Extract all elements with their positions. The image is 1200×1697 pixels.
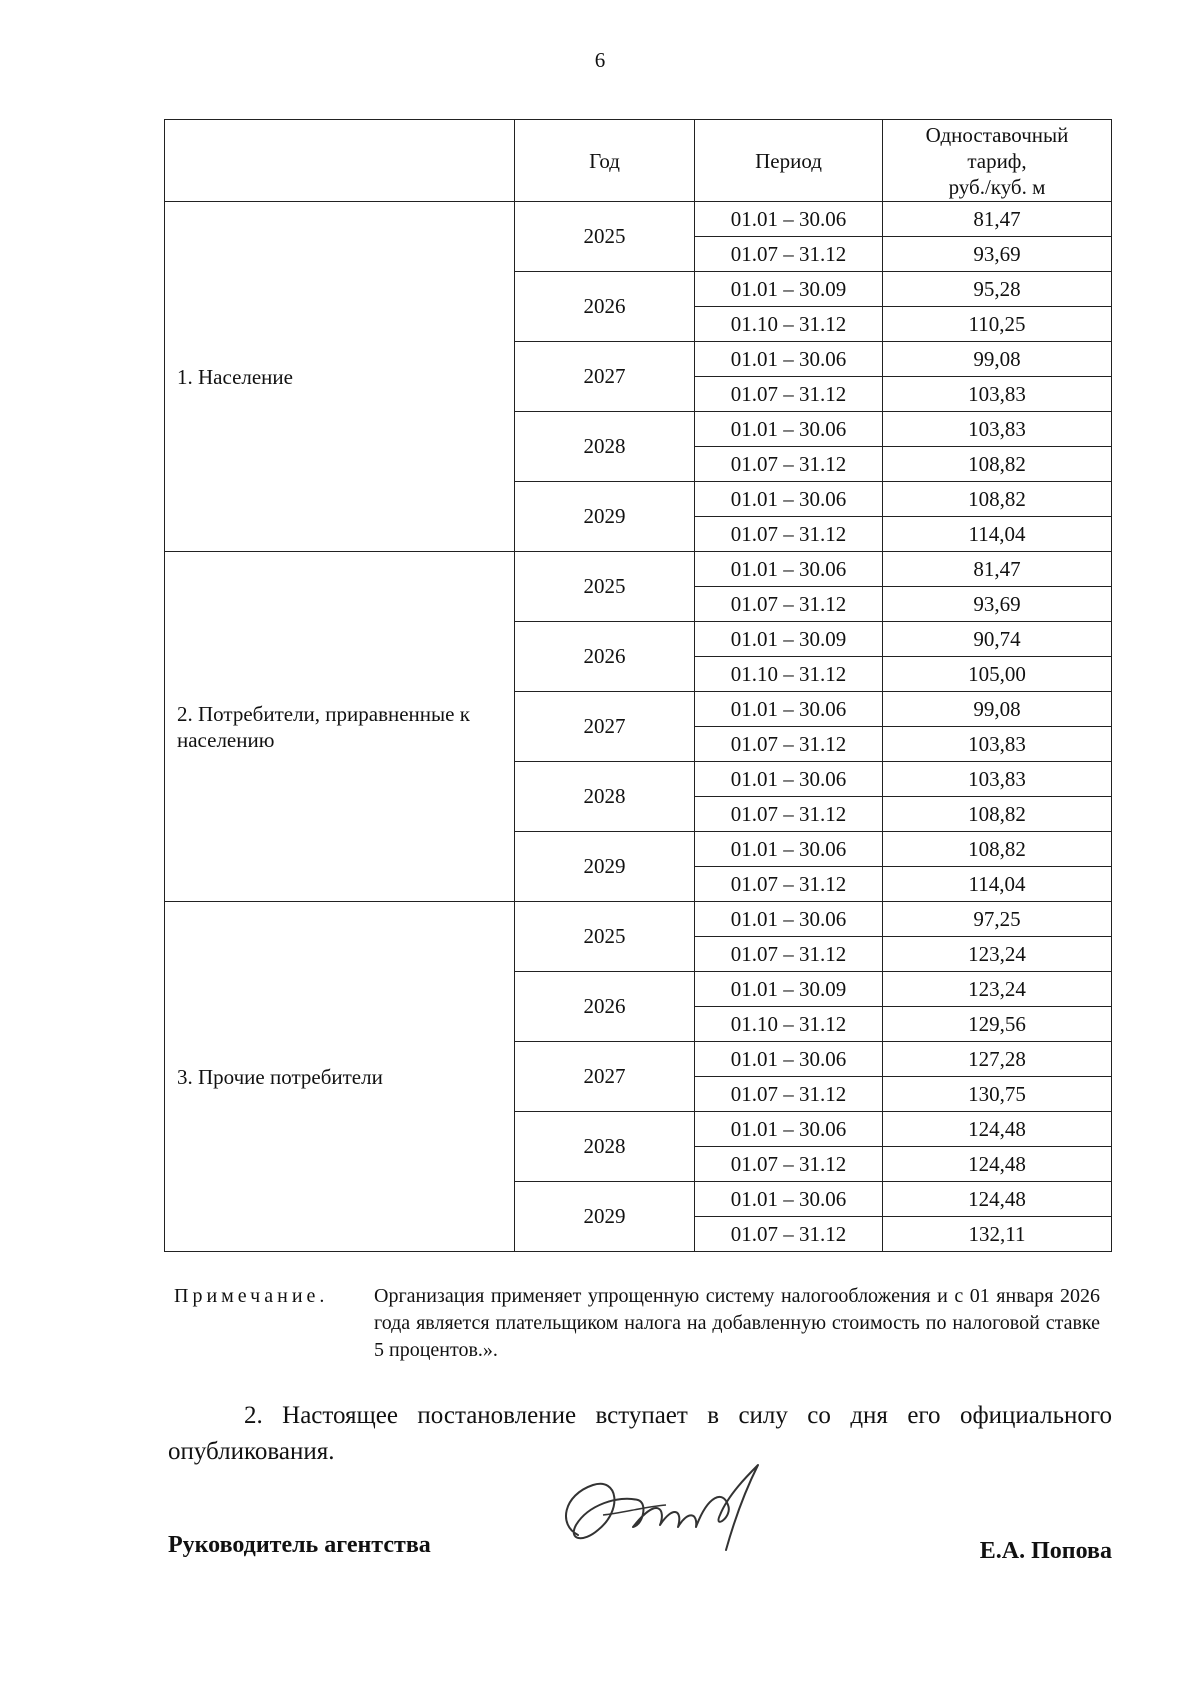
year-cell: 2027	[515, 342, 695, 412]
period-cell: 01.01 – 30.06	[695, 1112, 883, 1147]
tariff-cell: 132,11	[883, 1217, 1112, 1252]
note-text: Организация применяет упрощенную систему налогообложения и с 01 января 2026 года является плательщиком налога на добавленную стоимость по налоговой ставке 5 процентов.».	[374, 1285, 1100, 1361]
period-cell: 01.01 – 30.06	[695, 482, 883, 517]
tariff-cell: 99,08	[883, 342, 1112, 377]
consumer-group-cell: 1. Население	[165, 202, 515, 552]
period-cell: 01.07 – 31.12	[695, 377, 883, 412]
table-header-row	[165, 120, 1112, 202]
signatory-name: Е.А. Попова	[979, 1538, 1112, 1564]
year-cell: 2029	[515, 832, 695, 902]
period-cell: 01.01 – 30.09	[695, 272, 883, 307]
period-cell: 01.07 – 31.12	[695, 797, 883, 832]
period-cell: 01.10 – 31.12	[695, 657, 883, 692]
table-body	[165, 202, 1112, 1252]
period-cell: 01.07 – 31.12	[695, 587, 883, 622]
period-cell: 01.01 – 30.06	[695, 1182, 883, 1217]
table-row	[165, 552, 1112, 587]
tariff-cell: 108,82	[883, 482, 1112, 517]
period-cell: 01.01 – 30.06	[695, 552, 883, 587]
period-cell: 01.01 – 30.09	[695, 972, 883, 1007]
note-label: Примечание.	[174, 1285, 329, 1307]
tariff-cell: 97,25	[883, 902, 1112, 937]
tariff-cell: 93,69	[883, 587, 1112, 622]
period-cell: 01.07 – 31.12	[695, 937, 883, 972]
year-cell: 2028	[515, 412, 695, 482]
tariff-cell: 110,25	[883, 307, 1112, 342]
year-cell: 2028	[515, 1112, 695, 1182]
signatory-position: Руководитель агентства	[168, 1532, 431, 1558]
tariff-cell: 81,47	[883, 202, 1112, 237]
tariff-cell: 81,47	[883, 552, 1112, 587]
period-cell: 01.01 – 30.06	[695, 202, 883, 237]
period-cell: 01.01 – 30.06	[695, 902, 883, 937]
tariff-cell: 114,04	[883, 867, 1112, 902]
year-cell: 2027	[515, 692, 695, 762]
period-cell: 01.07 – 31.12	[695, 867, 883, 902]
period-cell: 01.07 – 31.12	[695, 447, 883, 482]
tariff-cell: 127,28	[883, 1042, 1112, 1077]
header-category	[165, 120, 515, 202]
header-tariff-line-2: тариф,	[967, 148, 1027, 173]
tariff-cell: 93,69	[883, 237, 1112, 272]
page-number: 6	[594, 48, 606, 72]
year-cell: 2029	[515, 482, 695, 552]
tariff-table	[164, 119, 1112, 1252]
tariff-cell: 124,48	[883, 1112, 1112, 1147]
tariff-cell: 105,00	[883, 657, 1112, 692]
period-cell: 01.01 – 30.06	[695, 1042, 883, 1077]
period-cell: 01.01 – 30.06	[695, 412, 883, 447]
tariff-cell: 103,83	[883, 727, 1112, 762]
tariff-cell: 103,83	[883, 377, 1112, 412]
tariff-cell: 129,56	[883, 1007, 1112, 1042]
tariff-cell: 90,74	[883, 622, 1112, 657]
header-tariff-line-1: Одноставочный	[925, 122, 1069, 147]
table-row	[165, 902, 1112, 937]
tariff-cell: 99,08	[883, 692, 1112, 727]
note	[174, 1283, 1100, 1364]
header-tariff-line-3: руб./куб. м	[948, 174, 1046, 199]
consumer-group-cell: 3. Прочие потребители	[165, 902, 515, 1252]
year-cell: 2025	[515, 552, 695, 622]
tariff-cell: 123,24	[883, 972, 1112, 1007]
period-cell: 01.07 – 31.12	[695, 517, 883, 552]
table-row	[165, 202, 1112, 237]
year-cell: 2029	[515, 1182, 695, 1252]
period-cell: 01.07 – 31.12	[695, 1147, 883, 1182]
period-cell: 01.10 – 31.12	[695, 1007, 883, 1042]
effective-date-paragraph: 2. Настоящее постановление вступает в силу со дня его официального опубликования.	[168, 1402, 1112, 1465]
period-cell: 01.01 – 30.06	[695, 692, 883, 727]
tariff-cell: 108,82	[883, 797, 1112, 832]
period-cell: 01.07 – 31.12	[695, 1077, 883, 1112]
tariff-cell: 108,82	[883, 447, 1112, 482]
tariff-cell: 124,48	[883, 1182, 1112, 1217]
period-cell: 01.07 – 31.12	[695, 727, 883, 762]
tariff-cell: 124,48	[883, 1147, 1112, 1182]
handwritten-signature	[548, 1455, 778, 1565]
year-cell: 2025	[515, 202, 695, 272]
header-period: Период	[695, 120, 883, 202]
year-cell: 2028	[515, 762, 695, 832]
year-cell: 2026	[515, 272, 695, 342]
tariff-cell: 103,83	[883, 412, 1112, 447]
tariff-cell: 123,24	[883, 937, 1112, 972]
tariff-cell: 114,04	[883, 517, 1112, 552]
period-cell: 01.10 – 31.12	[695, 307, 883, 342]
year-cell: 2025	[515, 902, 695, 972]
period-cell: 01.01 – 30.09	[695, 622, 883, 657]
tariff-cell: 108,82	[883, 832, 1112, 867]
consumer-group-cell: 2. Потребители, приравненные к населению	[165, 552, 515, 902]
period-cell: 01.07 – 31.12	[695, 237, 883, 272]
period-cell: 01.01 – 30.06	[695, 762, 883, 797]
tariff-cell: 130,75	[883, 1077, 1112, 1112]
year-cell: 2026	[515, 972, 695, 1042]
header-tariff	[883, 120, 1112, 202]
tariff-cell: 95,28	[883, 272, 1112, 307]
tariff-cell: 103,83	[883, 762, 1112, 797]
year-cell: 2026	[515, 622, 695, 692]
period-cell: 01.01 – 30.06	[695, 342, 883, 377]
header-year: Год	[515, 120, 695, 202]
period-cell: 01.07 – 31.12	[695, 1217, 883, 1252]
year-cell: 2027	[515, 1042, 695, 1112]
period-cell: 01.01 – 30.06	[695, 832, 883, 867]
